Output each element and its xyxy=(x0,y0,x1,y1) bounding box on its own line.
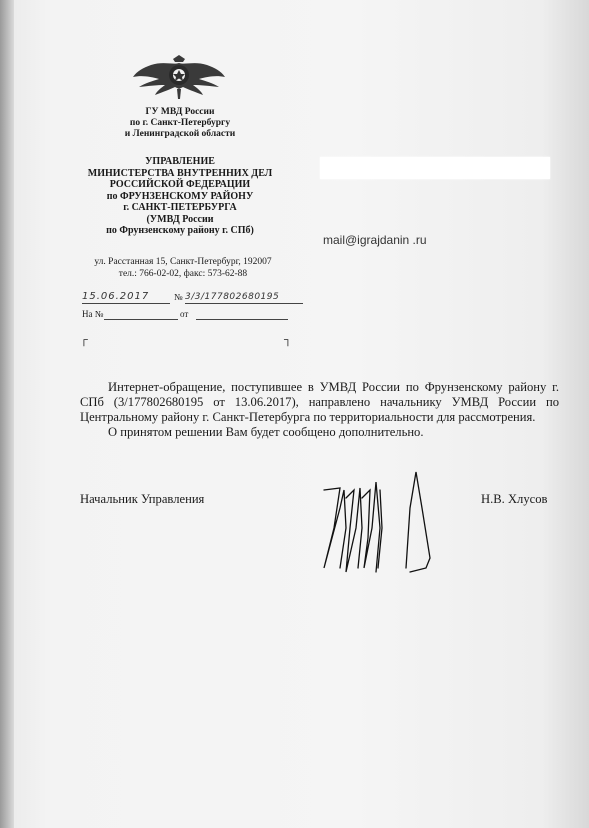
department-line: по Фрунзенскому району г. СПб) xyxy=(106,225,254,236)
body-paragraph: О принятом решении Вам будет сообщено дополнительно. xyxy=(108,425,424,439)
reference-number-blank xyxy=(104,319,178,320)
address-corner-right: ┐ xyxy=(284,334,292,346)
handwritten-signature xyxy=(310,468,440,580)
address-corner-left: ┌ xyxy=(80,334,88,346)
phone-line: тел.: 766-02-02, факс: 573-62-88 xyxy=(118,269,248,279)
signatory-title: Начальник Управления xyxy=(80,492,205,506)
department-line: УПРАВЛЕНИЕ xyxy=(145,156,215,167)
letter-body xyxy=(80,380,559,440)
recipient-email: mail@igrajdanin .ru xyxy=(323,233,427,247)
reference-line xyxy=(82,309,292,323)
department-line: (УМВД России xyxy=(146,213,214,225)
agency-line: и Ленинградской области xyxy=(124,129,236,139)
registration-number: 3/3/177802680195 xyxy=(185,291,303,304)
registration-date: 15.06.2017 xyxy=(82,291,170,304)
agency-line: ГУ МВД России xyxy=(145,107,215,117)
department-line: по ФРУНЗЕНСКОМУ РАЙОНУ xyxy=(106,190,254,202)
department-header xyxy=(80,156,280,237)
registration-number-label: № xyxy=(174,292,183,302)
scan-edge xyxy=(0,0,14,828)
department-line: г. САНКТ-ПЕТЕРБУРГА xyxy=(123,202,237,213)
reference-number-label: На № xyxy=(82,309,104,319)
agency-line: по г. Санкт-Петербургу xyxy=(129,118,231,128)
address-line: ул. Расстанная 15, Санкт-Петербург, 192007 xyxy=(94,257,272,267)
agency-header xyxy=(100,107,260,140)
body-paragraph: Интернет-обращение, поступившее в УМВД России по Фрунзенскому району г. СПб (3/177802680195 от 13.06.2017), направлено начальнику УМВД России по Центральному району г. Санкт-Петербурга по территориальности для рассмотрения. xyxy=(80,380,559,424)
registration-line xyxy=(78,289,298,305)
reference-date-blank xyxy=(196,319,288,320)
signatory-name: Н.В. Хлусов xyxy=(481,492,548,506)
department-line: РОССИЙСКОЙ ФЕДЕРАЦИИ xyxy=(109,179,251,190)
department-line: МИНИСТЕРСТВА ВНУТРЕННИХ ДЕЛ xyxy=(87,167,273,179)
department-address xyxy=(78,256,288,280)
eagle-emblem-icon xyxy=(133,55,225,103)
reference-date-label: от xyxy=(180,309,189,319)
redacted-recipient xyxy=(320,157,550,179)
